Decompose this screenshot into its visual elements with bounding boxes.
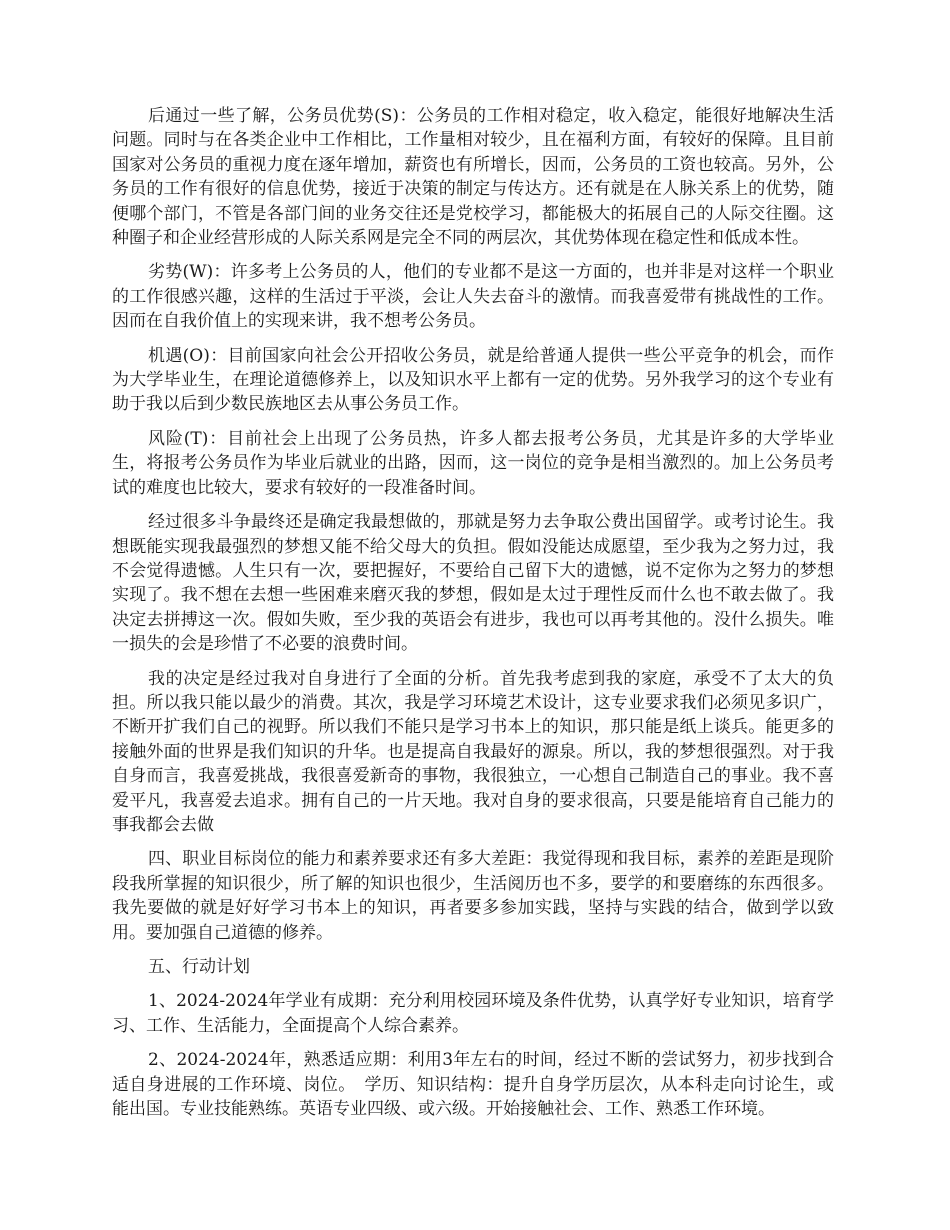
paragraph-swot-opportunities: 机遇(O)：目前国家向社会公开招收公务员，就是给普通人提供一些公平竞争的机会，而作为大学毕业生，在理论道德修养上，以及知识水平上都有一定的优势。另外我学习的这个专业有助于我以后到少数民族地区去从事公务员工作。	[112, 345, 834, 415]
paragraph-self-analysis: 我的决定是经过我对自身进行了全面的分析。首先我考虑到我的家庭，承受不了太大的负担。所以我只能以最少的消费。其次，我是学习环境艺术设计，这专业要求我们必须见多识广，不断开扩我们自己的视野。所以我们不能只是学习书本上的知识，那只能是纸上谈兵。能更多的接触外面的世界是我们知识的升华。也是提高自我最好的源泉。所以，我的梦想很强烈。对于我自身而言，我喜爱挑战，我很喜爱新奇的事物，我很独立，一心想自己制造自己的事业。我不喜爱平凡，我喜爱去追求。拥有自己的一片天地。我对自身的要求很高，只要是能培育自己能力的事我都会去做	[112, 668, 834, 835]
paragraph-swot-threats: 风险(T)：目前社会上出现了公务员热，许多人都去报考公务员，尤其是许多的大学毕业生，将报考公务员作为毕业后就业的出路，因而，这一岗位的竞争是相当激烈的。加上公务员考试的难度也比较大，要求有较好的一段准备时间。	[112, 428, 834, 498]
section-heading-action-plan: 五、行动计划	[148, 957, 250, 977]
paragraph-gap-analysis: 四、职业目标岗位的能力和素养要求还有多大差距：我觉得现和我目标，素养的差距是现阶段我所掌握的知识很少，所了解的知识也很少，生活阅历也不多，要学的和要磨练的东西很多。我先要做的就是好好学习书本上的知识，再者要多参加实践，坚持与实践的结合，做到学以致用。要加强自己道德的修养。	[112, 849, 834, 943]
paragraph-swot-weaknesses: 劣势(W)：许多考上公务员的人，他们的专业都不是这一方面的，也并非是对这样一个职业的工作很感兴趣，这样的生活过于平淡，会让人失去奋斗的激情。而我喜爱带有挑战性的工作。因而在自我价值上的实现来讲，我不想考公务员。	[112, 262, 834, 332]
document-body	[112, 104, 834, 1131]
paragraph-decision: 经过很多斗争最终还是确定我最想做的，那就是努力去争取公费出国留学。或考讨论生。我想既能实现我最强烈的梦想又能不给父母大的负担。假如没能达成愿望，至少我为之努力过，我不会觉得遗憾。人生只有一次，要把握好，不要给自己留下大的遗憾，说不定你为之努力的梦想实现了。我不想在去想一些困难来磨灭我的梦想，假如是太过于理性反而什么也不敢去做了。我决定去拼搏这一次。假如失败，至少我的英语会有进步，我也可以再考其他的。没什么损失。唯一损失的会是珍惜了不必要的浪费时间。	[112, 512, 834, 655]
paragraph-plan-stage-2: 2、2024-2024年，熟悉适应期：利用3年左右的时间，经过不断的尝试努力，初步找到合适自身进展的工作环境、岗位。 学历、知识结构：提升自身学历层次，从本科走向讨论生，或能出国。专业技能熟练。英语专业四级、或六级。开始接触社会、工作、熟悉工作环境。	[112, 1050, 834, 1120]
paragraph-swot-strengths: 后通过一些了解，公务员优势(S)：公务员的工作相对稳定，收入稳定，能很好地解决生活问题。同时与在各类企业中工作相比，工作量相对较少，且在福利方面，有较好的保障。且目前国家对公务员的重视力度在逐年增加，薪资也有所增长，因而，公务员的工资也较高。另外，公务员的工作有很好的信息优势，接近于决策的制定与传达方。还有就是在人脉关系上的优势，随便哪个部门，不管是各部门间的业务交往还是党校学习，都能极大的拓展自己的人际交往圈。这种圈子和企业经营形成的人际关系网是完全不同的两层次，其优势体现在稳定性和低成本性。	[112, 106, 834, 249]
paragraph-plan-stage-1: 1、2024-2024年学业有成期：充分利用校园环境及条件优势，认真学好专业知识，培育学习、工作、生活能力，全面提高个人综合素养。	[112, 991, 834, 1036]
